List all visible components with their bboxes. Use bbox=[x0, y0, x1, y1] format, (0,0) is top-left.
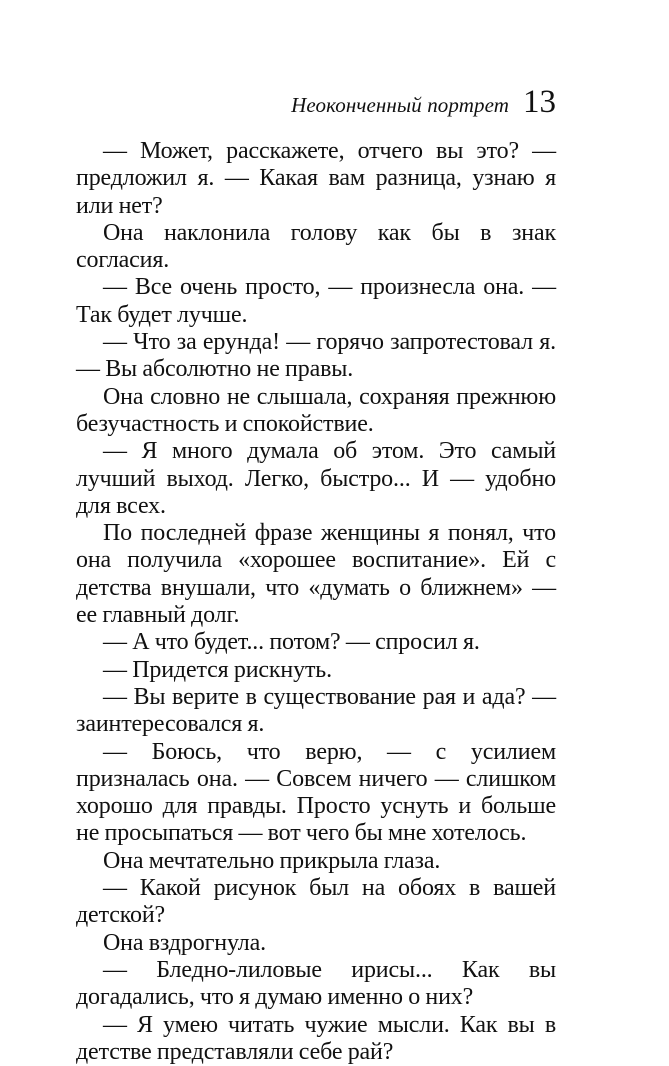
paragraph: — Вы верите в существование рая и ада? — заинтересовался я. bbox=[76, 684, 556, 739]
body-text bbox=[76, 138, 556, 1066]
paragraph: — Боюсь, что верю, — с усилием призналась она. — Совсем ничего — слишком хорошо для правды. Просто уснуть и больше не просыпаться — вот чего бы мне хотелось. bbox=[76, 739, 556, 848]
paragraph: — Какой рисунок был на обоях в вашей детской? bbox=[76, 875, 556, 930]
running-title: Неоконченный портрет bbox=[291, 93, 509, 118]
paragraph: — Я много думала об этом. Это самый лучший выход. Легко, быстро... И — удобно для всех. bbox=[76, 438, 556, 520]
paragraph: — А что будет... потом? — спросил я. bbox=[76, 629, 556, 656]
paragraph: Она мечтательно прикрыла глаза. bbox=[76, 848, 556, 875]
paragraph: Она вздрогнула. bbox=[76, 930, 556, 957]
paragraph: Она словно не слышала, сохраняя прежнюю безучастность и спокойствие. bbox=[76, 384, 556, 439]
paragraph: Она наклонила голову как бы в знак согласия. bbox=[76, 220, 556, 275]
paragraph: — Все очень просто, — произнесла она. — Так будет лучше. bbox=[76, 274, 556, 329]
paragraph: — Может, расскажете, отчего вы это? — предложил я. — Какая вам разница, узнаю я или нет? bbox=[76, 138, 556, 220]
paragraph: — Бледно-лиловые ирисы... Как вы догадались, что я думаю именно о них? bbox=[76, 957, 556, 1012]
paragraph: По последней фразе женщины я понял, что она получила «хорошее воспитание». Ей с детства внушали, что «думать о ближнем» — ее главный долг. bbox=[76, 520, 556, 629]
running-header bbox=[291, 86, 556, 119]
paragraph: — Что за ерунда! — горячо запротестовал я. — Вы абсолютно не правы. bbox=[76, 329, 556, 384]
page-number: 13 bbox=[523, 86, 556, 119]
paragraph: — Я умею читать чужие мысли. Как вы в детстве представляли себе рай? bbox=[76, 1012, 556, 1066]
paragraph: — Придется рискнуть. bbox=[76, 657, 556, 684]
